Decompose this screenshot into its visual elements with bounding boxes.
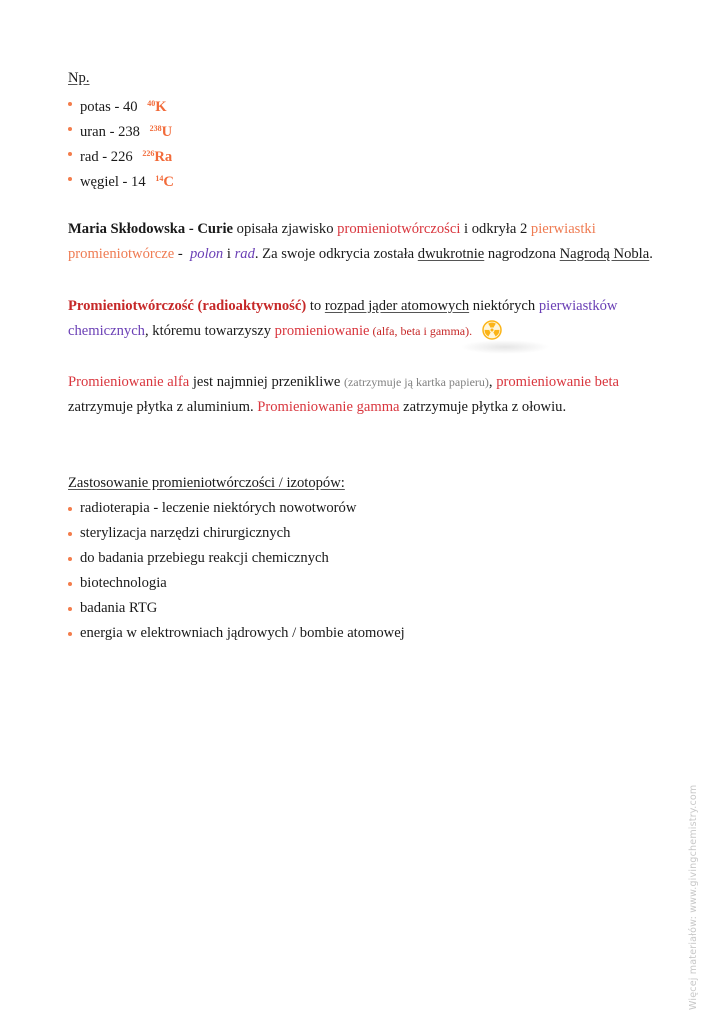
bullet-icon	[68, 507, 72, 511]
bullet-icon	[68, 582, 72, 586]
definition-paragraph: Promieniotwórczość (radioaktywność) to rozpad jąder atomowych niektórych pierwiastków chemicznych, któremu towarzyszy promieniowanie (alfa, beta i gamma).	[68, 298, 618, 339]
applications-list	[68, 496, 684, 646]
isotope-notation: $^{14}$C	[155, 174, 174, 190]
bullet-icon	[68, 102, 72, 106]
bullet-icon	[68, 127, 72, 131]
applications-section	[68, 471, 684, 646]
radiation-icon	[482, 320, 502, 340]
bullet-icon	[68, 532, 72, 536]
examples-heading: Np.	[68, 70, 90, 86]
list-item: radioterapia - leczenie niektórych nowotworów	[68, 496, 684, 521]
bullet-icon	[68, 152, 72, 156]
list-item: energia w elektrowniach jądrowych / bombie atomowej	[68, 621, 684, 646]
list-item: węgiel - 14 $^{14}$C	[68, 166, 684, 191]
isotope-notation: $^{40}$K	[147, 99, 167, 115]
radiation-paragraph: Promieniowanie alfa jest najmniej przenikliwe (zatrzymuje ją kartka papieru), promieniowanie beta zatrzymuje płytka z aluminium. Promieniowanie gamma zatrzymuje płytka z ołowiu.	[68, 374, 619, 415]
list-item: do badania przebiegu reakcji chemicznych	[68, 546, 684, 571]
polon-term: polon	[189, 246, 224, 262]
list-item: uran - 238 $^{238}$U	[68, 116, 684, 141]
icon-shadow	[460, 340, 550, 354]
list-item: rad - 226 $^{226}$Ra	[68, 141, 684, 166]
examples-list	[68, 91, 684, 191]
rad-term: rad	[234, 246, 255, 262]
bullet-icon	[68, 177, 72, 181]
list-item: potas - 40 $^{40}$K	[68, 91, 684, 116]
definition-term: Promieniotwórczość (radioaktywność)	[68, 298, 307, 314]
curie-paragraph: Maria Skłodowska - Curie opisała zjawisko promieniotwórczości i odkryła 2 pierwiastki promieniotwórcze - polon i rad. Za swoje odkrycia została dwukrotnie nagrodzona Nagrodą Nobla.	[68, 221, 653, 262]
bullet-icon	[68, 607, 72, 611]
isotope-notation: $^{226}$Ra	[142, 149, 173, 165]
list-item: badania RTG	[68, 596, 684, 621]
bullet-icon	[68, 557, 72, 561]
list-item: biotechnologia	[68, 571, 684, 596]
isotope-notation: $^{238}$U	[149, 124, 173, 140]
list-item: sterylizacja narzędzi chirurgicznych	[68, 521, 684, 546]
curie-name: Maria Skłodowska - Curie	[68, 221, 233, 237]
applications-heading: Zastosowanie promieniotwórczości / izotopów:	[68, 475, 345, 491]
bullet-icon	[68, 632, 72, 636]
watermark: Więcej materiałów: www.givingchemistry.com	[688, 784, 699, 1010]
examples-section	[68, 66, 684, 191]
